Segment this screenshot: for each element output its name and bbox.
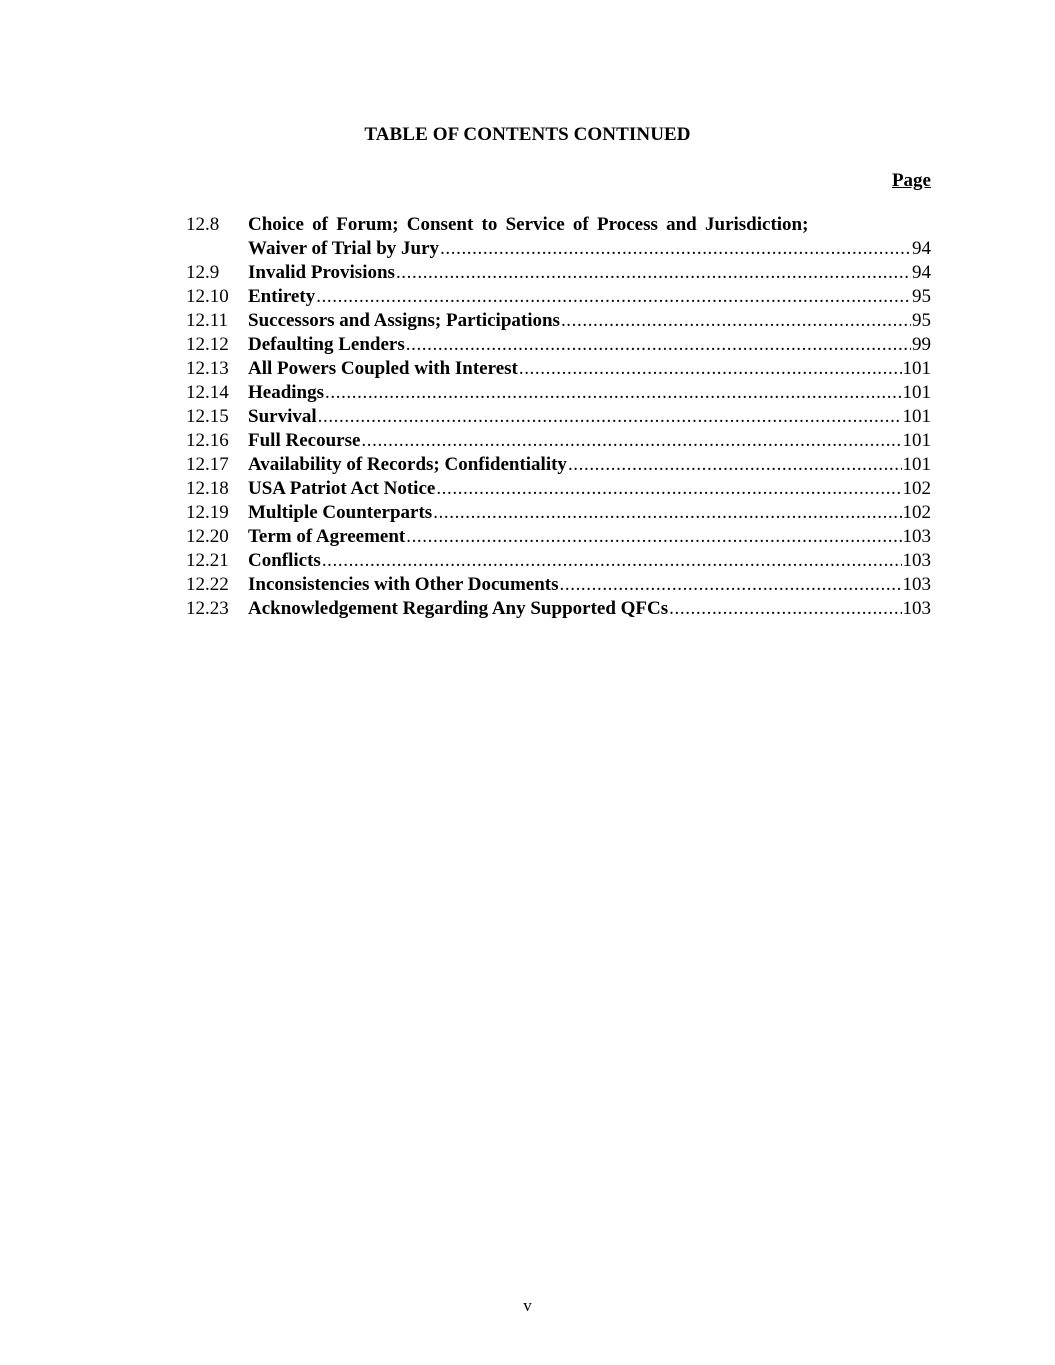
- toc-dot-leader: [318, 405, 902, 429]
- toc-entry-number: 12.23: [186, 598, 229, 619]
- toc-entry-page: 95: [912, 310, 931, 331]
- toc-entry[interactable]: [186, 549, 931, 573]
- toc-entry-page: 103: [902, 526, 931, 547]
- toc-dot-leader: [316, 285, 911, 309]
- toc-entry-number: 12.10: [186, 286, 229, 307]
- document-title: TABLE OF CONTENTS CONTINUED: [364, 124, 691, 145]
- toc-entry-page: 103: [902, 550, 931, 571]
- page-column-header: Page: [891, 170, 931, 191]
- toc-dot-leader: [519, 357, 902, 381]
- toc-entry[interactable]: [186, 357, 931, 381]
- toc-entry-page: 102: [902, 502, 931, 523]
- toc-entry-title: Headings: [248, 382, 325, 403]
- toc-entry-title: Entirety: [248, 286, 316, 307]
- toc-entry[interactable]: [186, 501, 931, 525]
- toc-entry-title-line1: Choice of Forum; Consent to Service of Process and Jurisdiction;: [248, 214, 809, 235]
- toc-entry-number: 12.14: [186, 382, 229, 403]
- toc-entry[interactable]: [186, 429, 931, 453]
- toc-dot-leader: [406, 525, 901, 549]
- toc-entry-number: 12.13: [186, 358, 229, 379]
- toc-entry-page: 99: [912, 334, 931, 355]
- toc-entry-number: 12.12: [186, 334, 229, 355]
- toc-entry-title: Availability of Records; Confidentiality: [248, 454, 567, 475]
- toc-entry-number: 12.8: [186, 214, 220, 235]
- toc-entry-number: 12.20: [186, 526, 229, 547]
- toc-dot-leader: [561, 309, 911, 333]
- toc-dot-leader: [669, 597, 901, 621]
- toc-dot-leader: [406, 333, 911, 357]
- toc-entry-title: Defaulting Lenders: [248, 334, 405, 355]
- toc-entry-title: Waiver of Trial by Jury: [248, 238, 440, 259]
- toc-entry-12-8-line2[interactable]: [186, 237, 931, 261]
- toc-entry-title: All Powers Coupled with Interest: [248, 358, 518, 379]
- toc-entry-page: 101: [902, 382, 931, 403]
- toc-entry-page: 101: [902, 358, 931, 379]
- toc-entry-page: 102: [902, 478, 931, 499]
- toc-entry[interactable]: [186, 285, 931, 309]
- toc-entry-page: 101: [902, 406, 931, 427]
- toc-entry-title: Term of Agreement: [248, 526, 406, 547]
- toc-entry[interactable]: [186, 453, 931, 477]
- toc-entry-title: Full Recourse: [248, 430, 361, 451]
- toc-dot-leader: [436, 477, 901, 501]
- toc-entry-number: 12.9: [186, 262, 220, 283]
- toc-entry[interactable]: [186, 477, 931, 501]
- toc-entry-page: 103: [902, 574, 931, 595]
- table-of-contents: [186, 213, 931, 621]
- toc-entry-page: 101: [902, 430, 931, 451]
- toc-entry-number: 12.11: [186, 310, 229, 331]
- toc-entry-page: 101: [902, 454, 931, 475]
- toc-entry[interactable]: [186, 573, 931, 597]
- toc-entry[interactable]: [186, 597, 931, 621]
- toc-entry-title: Invalid Provisions: [248, 262, 395, 283]
- toc-entry-page: 94: [912, 238, 931, 259]
- toc-entry-title: Acknowledgement Regarding Any Supported QFCs: [248, 598, 669, 619]
- toc-entry-title: Survival: [248, 406, 317, 427]
- toc-dot-leader: [433, 501, 901, 525]
- toc-entry-title: USA Patriot Act Notice: [248, 478, 436, 499]
- toc-entry-title: Inconsistencies with Other Documents: [248, 574, 559, 595]
- toc-entry-number: 12.18: [186, 478, 229, 499]
- toc-entry[interactable]: [186, 525, 931, 549]
- toc-entry-title: Conflicts: [248, 550, 321, 571]
- toc-entry-number: 12.22: [186, 574, 229, 595]
- toc-entry-page: 103: [902, 598, 931, 619]
- toc-dot-leader: [560, 573, 902, 597]
- toc-entry[interactable]: [186, 405, 931, 429]
- toc-dot-leader: [322, 549, 902, 573]
- toc-dot-leader: [440, 237, 911, 261]
- toc-entry-number: 12.19: [186, 502, 229, 523]
- toc-entry-title: Multiple Counterparts: [248, 502, 433, 523]
- toc-entry-page: 94: [912, 262, 931, 283]
- toc-entry-page: 95: [912, 286, 931, 307]
- toc-entry-number: 12.16: [186, 430, 229, 451]
- toc-dot-leader: [325, 381, 901, 405]
- page-footer-number: v: [523, 1296, 532, 1315]
- toc-entry-number: 12.17: [186, 454, 229, 475]
- toc-entry[interactable]: [186, 333, 931, 357]
- toc-entry[interactable]: [186, 261, 931, 285]
- toc-dot-leader: [396, 261, 911, 285]
- toc-entry-title: Successors and Assigns; Participations: [248, 310, 560, 331]
- toc-dot-leader: [568, 453, 902, 477]
- toc-entry[interactable]: [186, 309, 931, 333]
- toc-entry-number: 12.15: [186, 406, 229, 427]
- toc-entry[interactable]: [186, 381, 931, 405]
- toc-entry-number: 12.21: [186, 550, 229, 571]
- toc-dot-leader: [361, 429, 901, 453]
- toc-entry-12-8-line1[interactable]: [186, 213, 931, 237]
